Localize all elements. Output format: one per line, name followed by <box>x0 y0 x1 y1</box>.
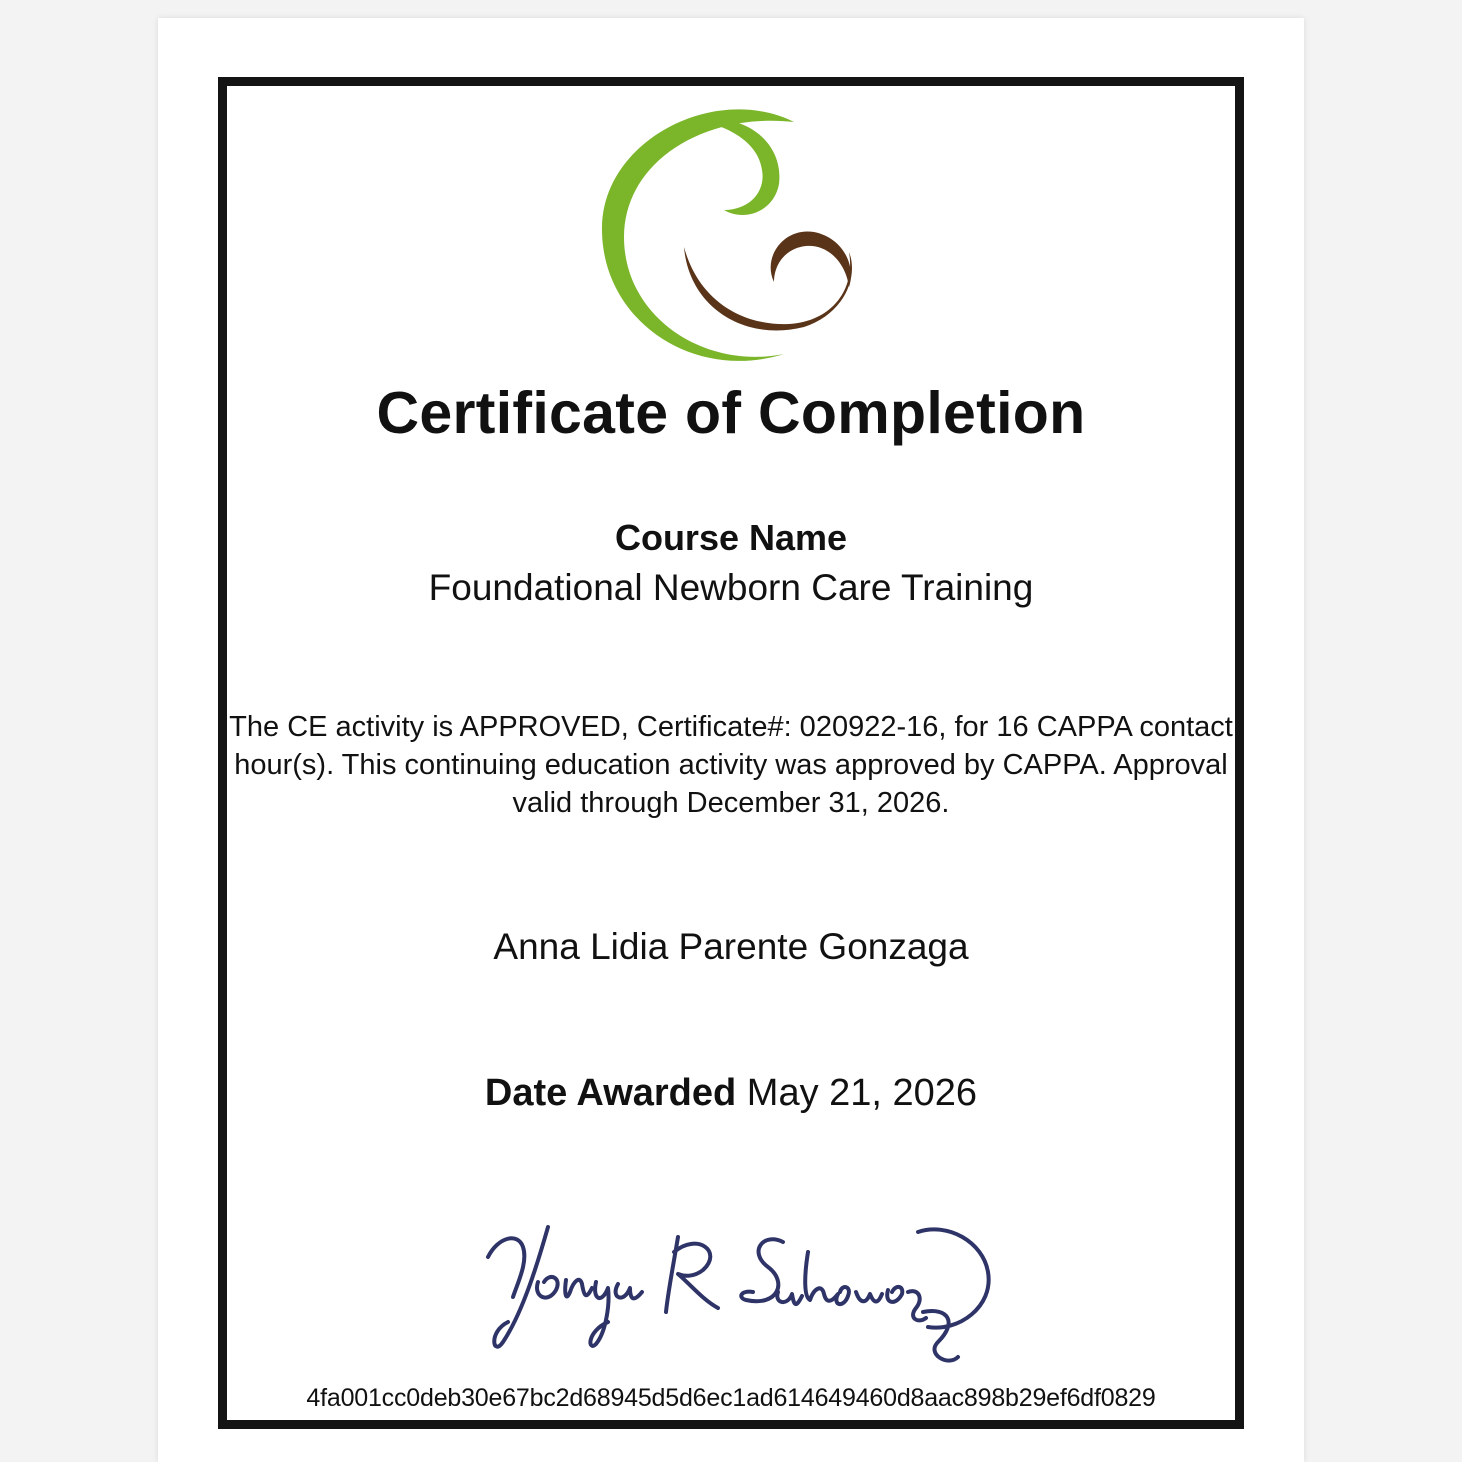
date-awarded-line <box>218 1070 1244 1116</box>
date-awarded-value: May 21, 2026 <box>746 1072 978 1114</box>
date-awarded-label: Date Awarded <box>484 1072 737 1114</box>
certificate-title: Certificate of Completion <box>376 380 1086 446</box>
approval-statement: The CE activity is APPROVED, Certificate#: 020922-16, for 16 CAPPA contact hour(s). This continuing education activity was approved by CAPPA. Approval valid through December 31, 2026. <box>229 711 1233 819</box>
cappa-logo-icon <box>594 92 864 382</box>
course-name-heading: Course Name <box>614 517 848 558</box>
course-name-value: Foundational Newborn Care Training <box>428 567 1034 608</box>
recipient-name: Anna Lidia Parente Gonzaga <box>493 926 969 967</box>
handwritten-signature-icon <box>478 1212 1008 1382</box>
verification-hash: 4fa001cc0deb30e67bc2d68945d5d6ec1ad614649460d8aac898b29ef6df0829 <box>306 1384 1156 1412</box>
